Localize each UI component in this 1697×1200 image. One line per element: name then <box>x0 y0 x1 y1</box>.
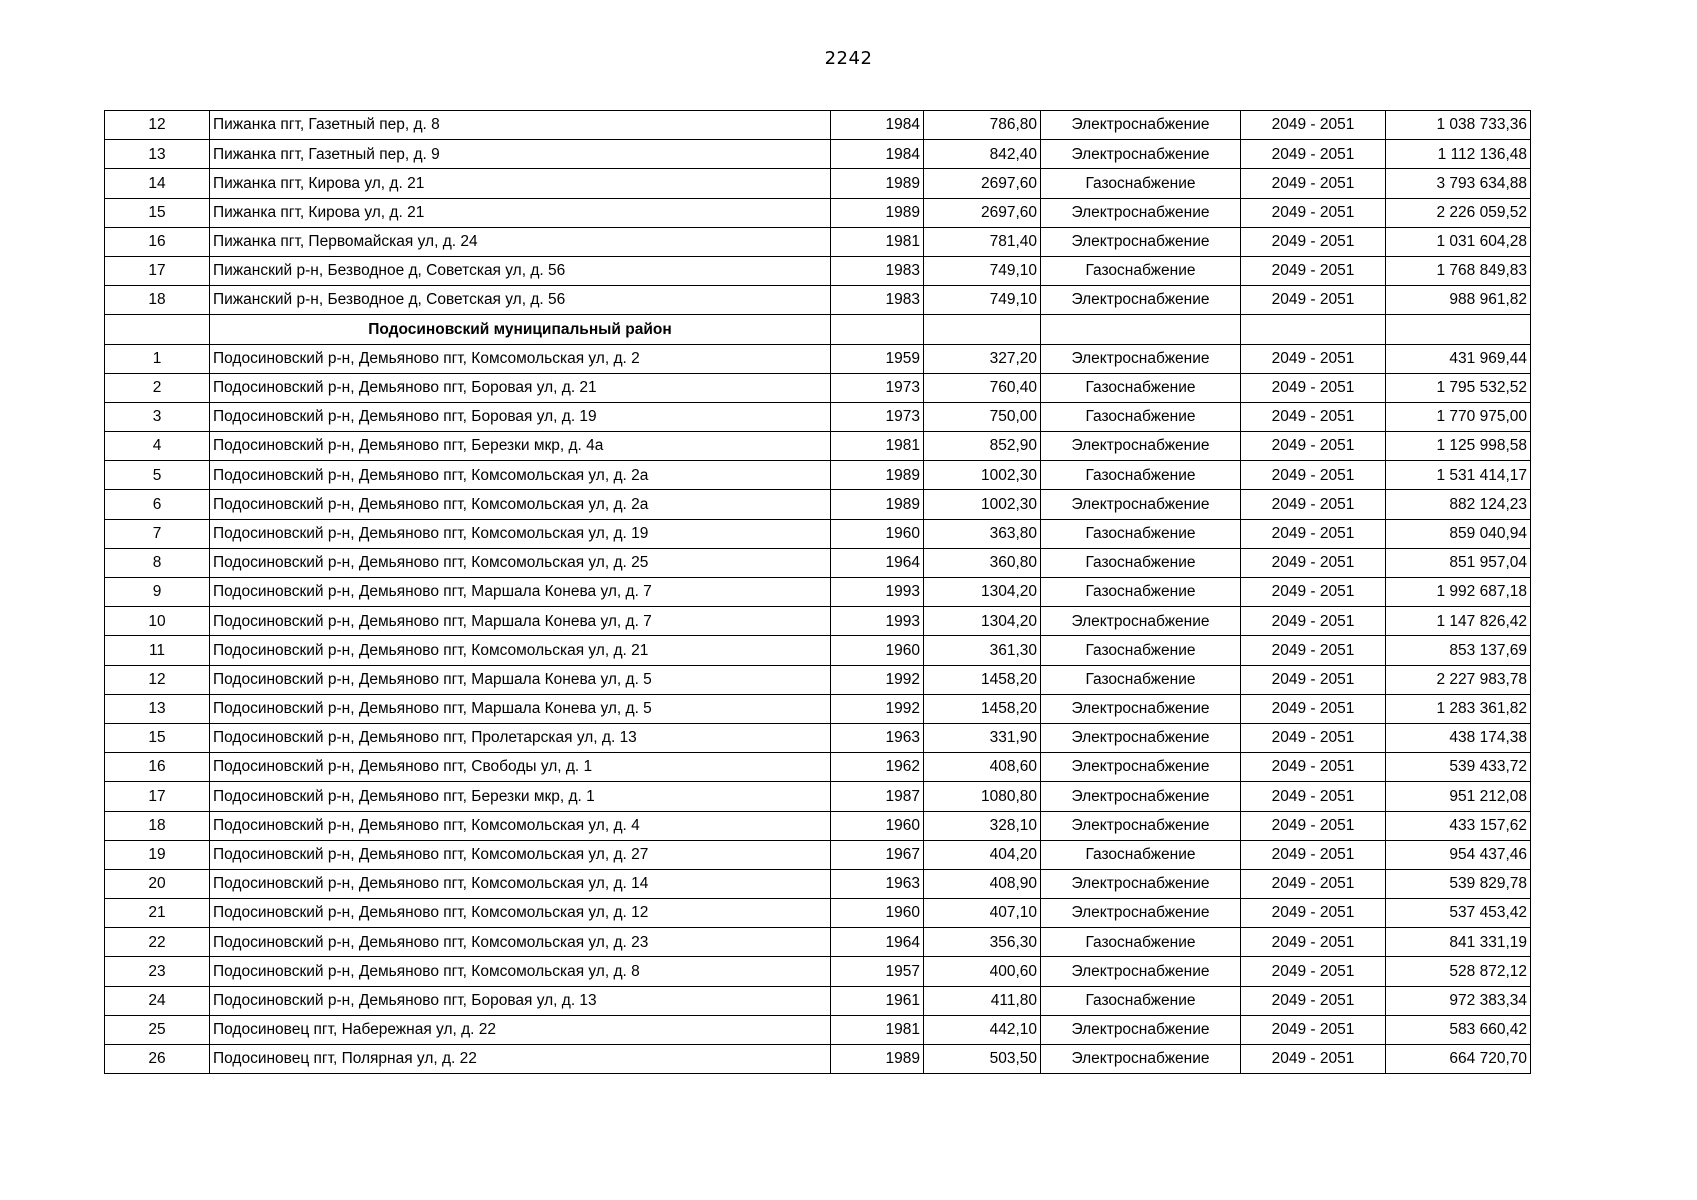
cost-cell: 539 829,78 <box>1386 869 1531 898</box>
section-empty-cell <box>1241 315 1386 344</box>
table-row <box>105 578 1531 607</box>
build-year-cell: 1989 <box>831 169 924 198</box>
area-cell: 356,30 <box>924 928 1041 957</box>
row-number-cell: 12 <box>105 665 210 694</box>
table-row <box>105 957 1531 986</box>
row-number-cell: 13 <box>105 694 210 723</box>
address-cell: Подосиновский р-н, Демьяново пгт, Комсомольская ул, д. 2а <box>210 461 831 490</box>
address-cell: Подосиновский р-н, Демьяново пгт, Комсомольская ул, д. 21 <box>210 636 831 665</box>
service-type-cell: Газоснабжение <box>1041 578 1241 607</box>
address-cell: Подосиновский р-н, Демьяново пгт, Березки мкр, д. 1 <box>210 782 831 811</box>
table-row <box>105 928 1531 957</box>
address-cell: Подосиновский р-н, Демьяново пгт, Комсомольская ул, д. 4 <box>210 811 831 840</box>
cost-cell: 972 383,34 <box>1386 986 1531 1015</box>
period-cell: 2049 - 2051 <box>1241 665 1386 694</box>
period-cell: 2049 - 2051 <box>1241 344 1386 373</box>
build-year-cell: 1983 <box>831 256 924 285</box>
row-number-cell: 21 <box>105 899 210 928</box>
address-cell: Подосиновский р-н, Демьяново пгт, Комсомольская ул, д. 8 <box>210 957 831 986</box>
build-year-cell: 1960 <box>831 899 924 928</box>
area-cell: 852,90 <box>924 432 1041 461</box>
row-number-cell: 23 <box>105 957 210 986</box>
service-type-cell: Газоснабжение <box>1041 402 1241 431</box>
table-row <box>105 490 1531 519</box>
service-type-cell: Газоснабжение <box>1041 665 1241 694</box>
area-cell: 407,10 <box>924 899 1041 928</box>
table-row <box>105 373 1531 402</box>
period-cell: 2049 - 2051 <box>1241 899 1386 928</box>
address-cell: Подосиновский р-н, Демьяново пгт, Маршала Конева ул, д. 7 <box>210 578 831 607</box>
table-body <box>105 111 1531 1074</box>
table-row <box>105 256 1531 285</box>
area-cell: 360,80 <box>924 548 1041 577</box>
build-year-cell: 1993 <box>831 578 924 607</box>
row-number-cell: 4 <box>105 432 210 461</box>
cost-cell: 1 992 687,18 <box>1386 578 1531 607</box>
period-cell: 2049 - 2051 <box>1241 723 1386 752</box>
cost-cell: 1 283 361,82 <box>1386 694 1531 723</box>
address-cell: Подосиновский р-н, Демьяново пгт, Маршала Конева ул, д. 5 <box>210 665 831 694</box>
address-cell: Подосиновский р-н, Демьяново пгт, Комсомольская ул, д. 14 <box>210 869 831 898</box>
row-number-cell: 11 <box>105 636 210 665</box>
area-cell: 328,10 <box>924 811 1041 840</box>
row-number-cell: 3 <box>105 402 210 431</box>
buildings-table <box>104 110 1531 1074</box>
period-cell: 2049 - 2051 <box>1241 548 1386 577</box>
address-cell: Подосиновец пгт, Набережная ул, д. 22 <box>210 1015 831 1044</box>
row-number-cell: 1 <box>105 344 210 373</box>
row-number-cell: 6 <box>105 490 210 519</box>
build-year-cell: 1963 <box>831 723 924 752</box>
row-number-cell: 26 <box>105 1045 210 1074</box>
service-type-cell: Электроснабжение <box>1041 753 1241 782</box>
table-row <box>105 869 1531 898</box>
period-cell: 2049 - 2051 <box>1241 169 1386 198</box>
row-number-cell: 14 <box>105 169 210 198</box>
table-row <box>105 899 1531 928</box>
area-cell: 781,40 <box>924 227 1041 256</box>
area-cell: 400,60 <box>924 957 1041 986</box>
area-cell: 760,40 <box>924 373 1041 402</box>
row-number-cell: 16 <box>105 227 210 256</box>
cost-cell: 988 961,82 <box>1386 286 1531 315</box>
service-type-cell: Электроснабжение <box>1041 607 1241 636</box>
cost-cell: 1 038 733,36 <box>1386 111 1531 140</box>
row-number-cell: 13 <box>105 140 210 169</box>
cost-cell: 851 957,04 <box>1386 548 1531 577</box>
build-year-cell: 1964 <box>831 928 924 957</box>
area-cell: 749,10 <box>924 286 1041 315</box>
build-year-cell: 1989 <box>831 198 924 227</box>
cost-cell: 951 212,08 <box>1386 782 1531 811</box>
table-row <box>105 694 1531 723</box>
address-cell: Подосиновский р-н, Демьяново пгт, Комсомольская ул, д. 12 <box>210 899 831 928</box>
period-cell: 2049 - 2051 <box>1241 928 1386 957</box>
build-year-cell: 1992 <box>831 665 924 694</box>
period-cell: 2049 - 2051 <box>1241 607 1386 636</box>
area-cell: 411,80 <box>924 986 1041 1015</box>
area-cell: 842,40 <box>924 140 1041 169</box>
section-title: Подосиновский муниципальный район <box>210 315 831 344</box>
build-year-cell: 1961 <box>831 986 924 1015</box>
period-cell: 2049 - 2051 <box>1241 286 1386 315</box>
service-type-cell: Электроснабжение <box>1041 344 1241 373</box>
service-type-cell: Электроснабжение <box>1041 1015 1241 1044</box>
cost-cell: 539 433,72 <box>1386 753 1531 782</box>
service-type-cell: Газоснабжение <box>1041 169 1241 198</box>
area-cell: 327,20 <box>924 344 1041 373</box>
service-type-cell: Электроснабжение <box>1041 694 1241 723</box>
period-cell: 2049 - 2051 <box>1241 694 1386 723</box>
build-year-cell: 1967 <box>831 840 924 869</box>
table-row <box>105 665 1531 694</box>
area-cell: 1002,30 <box>924 461 1041 490</box>
area-cell: 1080,80 <box>924 782 1041 811</box>
build-year-cell: 1957 <box>831 957 924 986</box>
area-cell: 1458,20 <box>924 665 1041 694</box>
address-cell: Пижанка пгт, Газетный пер, д. 9 <box>210 140 831 169</box>
period-cell: 2049 - 2051 <box>1241 490 1386 519</box>
service-type-cell: Газоснабжение <box>1041 461 1241 490</box>
build-year-cell: 1984 <box>831 140 924 169</box>
area-cell: 331,90 <box>924 723 1041 752</box>
build-year-cell: 1989 <box>831 1045 924 1074</box>
address-cell: Подосиновский р-н, Демьяново пгт, Комсомольская ул, д. 2 <box>210 344 831 373</box>
period-cell: 2049 - 2051 <box>1241 402 1386 431</box>
service-type-cell: Электроснабжение <box>1041 899 1241 928</box>
area-cell: 363,80 <box>924 519 1041 548</box>
build-year-cell: 1992 <box>831 694 924 723</box>
table-row <box>105 723 1531 752</box>
table-row <box>105 198 1531 227</box>
period-cell: 2049 - 2051 <box>1241 782 1386 811</box>
cost-cell: 859 040,94 <box>1386 519 1531 548</box>
cost-cell: 1 770 975,00 <box>1386 402 1531 431</box>
table-row <box>105 519 1531 548</box>
cost-cell: 2 227 983,78 <box>1386 665 1531 694</box>
service-type-cell: Электроснабжение <box>1041 490 1241 519</box>
service-type-cell: Электроснабжение <box>1041 811 1241 840</box>
build-year-cell: 1989 <box>831 461 924 490</box>
table-row <box>105 461 1531 490</box>
service-type-cell: Электроснабжение <box>1041 723 1241 752</box>
table-row <box>105 840 1531 869</box>
service-type-cell: Электроснабжение <box>1041 286 1241 315</box>
period-cell: 2049 - 2051 <box>1241 840 1386 869</box>
period-cell: 2049 - 2051 <box>1241 636 1386 665</box>
period-cell: 2049 - 2051 <box>1241 869 1386 898</box>
service-type-cell: Электроснабжение <box>1041 782 1241 811</box>
address-cell: Пижанский р-н, Безводное д, Советская ул, д. 56 <box>210 286 831 315</box>
section-empty-cell <box>105 315 210 344</box>
service-type-cell: Газоснабжение <box>1041 519 1241 548</box>
service-type-cell: Газоснабжение <box>1041 373 1241 402</box>
period-cell: 2049 - 2051 <box>1241 227 1386 256</box>
row-number-cell: 10 <box>105 607 210 636</box>
address-cell: Подосиновский р-н, Демьяново пгт, Комсомольская ул, д. 2а <box>210 490 831 519</box>
address-cell: Подосиновский р-н, Демьяново пгт, Маршала Конева ул, д. 5 <box>210 694 831 723</box>
area-cell: 1002,30 <box>924 490 1041 519</box>
area-cell: 408,60 <box>924 753 1041 782</box>
service-type-cell: Газоснабжение <box>1041 986 1241 1015</box>
row-number-cell: 24 <box>105 986 210 1015</box>
table-row <box>105 286 1531 315</box>
row-number-cell: 9 <box>105 578 210 607</box>
period-cell: 2049 - 2051 <box>1241 140 1386 169</box>
build-year-cell: 1962 <box>831 753 924 782</box>
area-cell: 2697,60 <box>924 198 1041 227</box>
row-number-cell: 5 <box>105 461 210 490</box>
address-cell: Подосиновский р-н, Демьяново пгт, Пролетарская ул, д. 13 <box>210 723 831 752</box>
cost-cell: 2 226 059,52 <box>1386 198 1531 227</box>
address-cell: Пижанка пгт, Газетный пер, д. 8 <box>210 111 831 140</box>
row-number-cell: 18 <box>105 811 210 840</box>
row-number-cell: 25 <box>105 1015 210 1044</box>
build-year-cell: 1987 <box>831 782 924 811</box>
section-empty-cell <box>831 315 924 344</box>
service-type-cell: Газоснабжение <box>1041 548 1241 577</box>
address-cell: Подосиновский р-н, Демьяново пгт, Боровая ул, д. 21 <box>210 373 831 402</box>
service-type-cell: Электроснабжение <box>1041 198 1241 227</box>
table-row <box>105 227 1531 256</box>
cost-cell: 528 872,12 <box>1386 957 1531 986</box>
table-row <box>105 111 1531 140</box>
address-cell: Подосиновский р-н, Демьяново пгт, Комсомольская ул, д. 23 <box>210 928 831 957</box>
cost-cell: 1 031 604,28 <box>1386 227 1531 256</box>
period-cell: 2049 - 2051 <box>1241 811 1386 840</box>
area-cell: 786,80 <box>924 111 1041 140</box>
service-type-cell: Газоснабжение <box>1041 928 1241 957</box>
build-year-cell: 1983 <box>831 286 924 315</box>
cost-cell: 882 124,23 <box>1386 490 1531 519</box>
table-row <box>105 169 1531 198</box>
table-row <box>105 636 1531 665</box>
service-type-cell: Газоснабжение <box>1041 636 1241 665</box>
period-cell: 2049 - 2051 <box>1241 578 1386 607</box>
row-number-cell: 19 <box>105 840 210 869</box>
service-type-cell: Электроснабжение <box>1041 227 1241 256</box>
table-row <box>105 607 1531 636</box>
build-year-cell: 1973 <box>831 373 924 402</box>
build-year-cell: 1984 <box>831 111 924 140</box>
cost-cell: 431 969,44 <box>1386 344 1531 373</box>
address-cell: Подосиновский р-н, Демьяново пгт, Свободы ул, д. 1 <box>210 753 831 782</box>
row-number-cell: 15 <box>105 198 210 227</box>
build-year-cell: 1981 <box>831 432 924 461</box>
address-cell: Подосиновский р-н, Демьяново пгт, Комсомольская ул, д. 25 <box>210 548 831 577</box>
period-cell: 2049 - 2051 <box>1241 957 1386 986</box>
address-cell: Подосиновский р-н, Демьяново пгт, Боровая ул, д. 19 <box>210 402 831 431</box>
address-cell: Подосиновский р-н, Демьяново пгт, Боровая ул, д. 13 <box>210 986 831 1015</box>
area-cell: 1458,20 <box>924 694 1041 723</box>
area-cell: 503,50 <box>924 1045 1041 1074</box>
service-type-cell: Электроснабжение <box>1041 957 1241 986</box>
area-cell: 2697,60 <box>924 169 1041 198</box>
cost-cell: 537 453,42 <box>1386 899 1531 928</box>
table-row <box>105 432 1531 461</box>
table-row <box>105 986 1531 1015</box>
area-cell: 750,00 <box>924 402 1041 431</box>
period-cell: 2049 - 2051 <box>1241 432 1386 461</box>
period-cell: 2049 - 2051 <box>1241 256 1386 285</box>
service-type-cell: Электроснабжение <box>1041 1045 1241 1074</box>
service-type-cell: Электроснабжение <box>1041 111 1241 140</box>
build-year-cell: 1981 <box>831 227 924 256</box>
table-row <box>105 548 1531 577</box>
cost-cell: 438 174,38 <box>1386 723 1531 752</box>
row-number-cell: 17 <box>105 256 210 285</box>
cost-cell: 664 720,70 <box>1386 1045 1531 1074</box>
section-empty-cell <box>924 315 1041 344</box>
row-number-cell: 20 <box>105 869 210 898</box>
address-cell: Подосиновский р-н, Демьяново пгт, Комсомольская ул, д. 19 <box>210 519 831 548</box>
row-number-cell: 16 <box>105 753 210 782</box>
address-cell: Подосиновец пгт, Полярная ул, д. 22 <box>210 1045 831 1074</box>
build-year-cell: 1981 <box>831 1015 924 1044</box>
period-cell: 2049 - 2051 <box>1241 198 1386 227</box>
section-row <box>105 315 1531 344</box>
build-year-cell: 1989 <box>831 490 924 519</box>
page-number: 2242 <box>824 48 873 69</box>
row-number-cell: 22 <box>105 928 210 957</box>
cost-cell: 433 157,62 <box>1386 811 1531 840</box>
period-cell: 2049 - 2051 <box>1241 111 1386 140</box>
row-number-cell: 12 <box>105 111 210 140</box>
row-number-cell: 18 <box>105 286 210 315</box>
row-number-cell: 2 <box>105 373 210 402</box>
cost-cell: 1 147 826,42 <box>1386 607 1531 636</box>
period-cell: 2049 - 2051 <box>1241 986 1386 1015</box>
row-number-cell: 7 <box>105 519 210 548</box>
cost-cell: 1 125 998,58 <box>1386 432 1531 461</box>
build-year-cell: 1973 <box>831 402 924 431</box>
table-row <box>105 1015 1531 1044</box>
period-cell: 2049 - 2051 <box>1241 373 1386 402</box>
build-year-cell: 1960 <box>831 811 924 840</box>
address-cell: Подосиновский р-н, Демьяново пгт, Комсомольская ул, д. 27 <box>210 840 831 869</box>
period-cell: 2049 - 2051 <box>1241 1045 1386 1074</box>
build-year-cell: 1959 <box>831 344 924 373</box>
cost-cell: 841 331,19 <box>1386 928 1531 957</box>
cost-cell: 1 795 532,52 <box>1386 373 1531 402</box>
area-cell: 361,30 <box>924 636 1041 665</box>
cost-cell: 583 660,42 <box>1386 1015 1531 1044</box>
cost-cell: 954 437,46 <box>1386 840 1531 869</box>
address-cell: Подосиновский р-н, Демьяново пгт, Маршала Конева ул, д. 7 <box>210 607 831 636</box>
table-row <box>105 402 1531 431</box>
area-cell: 442,10 <box>924 1015 1041 1044</box>
service-type-cell: Электроснабжение <box>1041 140 1241 169</box>
row-number-cell: 17 <box>105 782 210 811</box>
build-year-cell: 1993 <box>831 607 924 636</box>
address-cell: Пижанка пгт, Кирова ул, д. 21 <box>210 169 831 198</box>
period-cell: 2049 - 2051 <box>1241 753 1386 782</box>
cost-cell: 3 793 634,88 <box>1386 169 1531 198</box>
table-row <box>105 140 1531 169</box>
build-year-cell: 1960 <box>831 519 924 548</box>
table-row <box>105 753 1531 782</box>
area-cell: 404,20 <box>924 840 1041 869</box>
table-row <box>105 1045 1531 1074</box>
table-row <box>105 344 1531 373</box>
service-type-cell: Газоснабжение <box>1041 256 1241 285</box>
section-empty-cell <box>1041 315 1241 344</box>
service-type-cell: Газоснабжение <box>1041 840 1241 869</box>
cost-cell: 853 137,69 <box>1386 636 1531 665</box>
build-year-cell: 1964 <box>831 548 924 577</box>
address-cell: Пижанский р-н, Безводное д, Советская ул, д. 56 <box>210 256 831 285</box>
period-cell: 2049 - 2051 <box>1241 1015 1386 1044</box>
table-row <box>105 811 1531 840</box>
area-cell: 1304,20 <box>924 607 1041 636</box>
build-year-cell: 1960 <box>831 636 924 665</box>
section-empty-cell <box>1386 315 1531 344</box>
area-cell: 1304,20 <box>924 578 1041 607</box>
table-row <box>105 782 1531 811</box>
service-type-cell: Электроснабжение <box>1041 432 1241 461</box>
address-cell: Пижанка пгт, Первомайская ул, д. 24 <box>210 227 831 256</box>
cost-cell: 1 768 849,83 <box>1386 256 1531 285</box>
service-type-cell: Электроснабжение <box>1041 869 1241 898</box>
build-year-cell: 1963 <box>831 869 924 898</box>
cost-cell: 1 531 414,17 <box>1386 461 1531 490</box>
address-cell: Подосиновский р-н, Демьяново пгт, Березки мкр, д. 4а <box>210 432 831 461</box>
cost-cell: 1 112 136,48 <box>1386 140 1531 169</box>
period-cell: 2049 - 2051 <box>1241 461 1386 490</box>
address-cell: Пижанка пгт, Кирова ул, д. 21 <box>210 198 831 227</box>
row-number-cell: 15 <box>105 723 210 752</box>
area-cell: 749,10 <box>924 256 1041 285</box>
row-number-cell: 8 <box>105 548 210 577</box>
area-cell: 408,90 <box>924 869 1041 898</box>
period-cell: 2049 - 2051 <box>1241 519 1386 548</box>
